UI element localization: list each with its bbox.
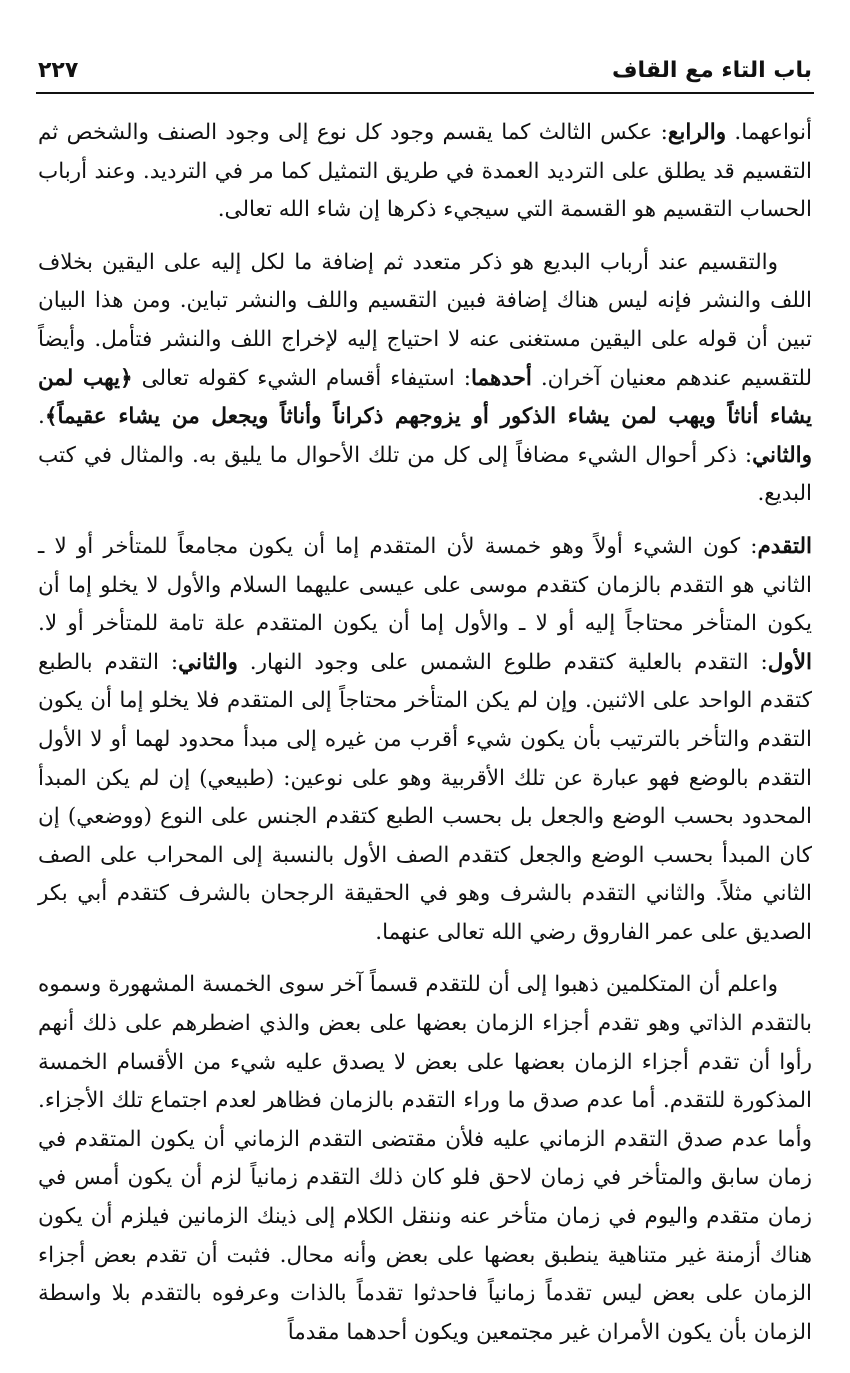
bold-term: والرابع <box>667 120 727 145</box>
paragraph <box>38 528 812 953</box>
bold-term: والثاني <box>178 649 238 675</box>
text-run: : عكس الثالث كما يقسم وجود كل نوع إلى وجود الصنف والشخص ثم التقسيم قد يطلق على الترديد العمدة في طريق التمثيل كما مر في الترديد. وعند أرباب الحساب التقسيم هو القسمة التي سيجيء ذكرها إن شاء الله تعالى. <box>38 120 812 223</box>
bold-term: أحدهما <box>470 365 532 391</box>
text-run: : التقدم بالعلية كتقدم طلوع الشمس على وجود النهار. <box>237 649 768 675</box>
paragraph <box>38 244 812 514</box>
text-run: واعلم أن المتكلمين ذهبوا إلى أن للتقدم قسماً آخر سوى الخمسة المشهورة وسموه بالتقدم الذاتي وهو تقدم أجزاء الزمان بعضها على بعض والذي اضطرهم على ذلك أنهم رأوا أن تقدم أجزاء الزمان بعضها على بعض لا يصدق عليه شيء من الأقسام الخمسة المذكورة للتقدم. أما عدم صدق ما وراء التقدم بالزمان فظاهر لعدم اجتماع تلك الأجزاء. وأما عدم صدق التقدم الزماني عليه فلأن مقتضى التقدم الزماني أن يكون المتقدم في زمان سابق والمتأخر في زمان لاحق فلو كان ذلك التقدم زمانياً لزم أن يكون أمس في زمان متقدم واليوم في زمان متأخر عنه وننقل الكلام إلى ذينك الزمانين فيلزم أن يكون هناك أزمنة غير متناهية ينطبق بعضها على بعض وأنه محال. فثبت أن تقدم بعض أجزاء الزمان على بعض ليس تقدماً زمانياً فاحدثوا تقدماً بالذات وعرفوه بالتقدم بلا واسطة الزمان بأن يكون الأمران غير مجتمعين ويكون أحدهما مقدماً <box>38 972 812 1345</box>
paragraph <box>38 966 812 1352</box>
text-run: : استيفاء أقسام الشيء كقوله تعالى <box>132 365 471 391</box>
quran-verse: ﴿يهب لمن يشاء أناثاً ويهب لمن يشاء الذكور أو يزوجهم ذكراناً وأناثاً ويجعل من يشاء عقيماً﴾ <box>38 365 812 430</box>
page-number: ٢٢٧ <box>38 58 79 83</box>
text-run: . <box>38 404 45 430</box>
text-run: والتقسيم عند أرباب البديع هو ذكر متعدد ثم إضافة ما لكل إليه على اليقين بخلاف اللف والنشر فإنه ليس هناك إضافة فبين التقسيم واللف والنشر تباين. ومن هذا البيان تبين أن قوله على اليقين مستغنى عنه لا احتياج إليه لإخراج اللف والنشر فتأمل. وأيضاً للتقسيم عندهم معنيان آخران. <box>38 249 813 391</box>
bold-term: الأول <box>767 649 812 675</box>
text-run: أنواعهما. <box>726 120 812 145</box>
chapter-title: باب التاء مع القاف <box>612 58 812 83</box>
page-header <box>38 42 812 86</box>
body-text <box>38 114 812 1366</box>
header-divider <box>36 92 814 94</box>
text-run: : ذكر أحوال الشيء مضافاً إلى كل من تلك الأحوال ما يليق به. والمثال في كتب البديع. <box>38 442 812 507</box>
text-run: : كون الشيء أولاً وهو خمسة لأن المتقدم إما أن يكون مجامعاً للمتأخر أو لا ـ الثاني هو التقدم بالزمان كتقدم موسى على عيسى عليهما السلام والأول لا يخلو إما أن يكون المتأخر محتاجاً إليه أو لا ـ والأول إما أن يكون المتقدم علة تامة للمتأخر أو لا. <box>38 533 812 637</box>
entry-headword: التقدم <box>757 533 812 559</box>
text-run: : التقدم بالطبع كتقدم الواحد على الاثنين. وإن لم يكن المتأخر محتاجاً إلى المتقدم فلا يخلو إما أن يكون التقدم والتأخر بالترتيب بأن يكون شيء أقرب من غيره إلى مبدأ محدود لهما أو لا الأول التقدم بالوضع فهو عبارة عن تلك الأقربية وهو على نوعين: (طبيعي) إن لم يكن المبدأ المحدود بحسب الوضع والجعل بل بحسب الطبع كتقدم الجنس على النوع (ووضعي) إن كان المبدأ بحسب الوضع والجعل كتقدم الصف الأول بالنسبة إلى المحراب على الصف الثاني مثلاً. والثاني التقدم بالشرف وهو في الحقيقة الرجحان بالشرف كتقدم أبي بكر الصديق على عمر الفاروق رضي الله تعالى عنهما. <box>38 649 812 945</box>
bold-term: والثاني <box>752 442 812 468</box>
paragraph <box>38 114 812 230</box>
